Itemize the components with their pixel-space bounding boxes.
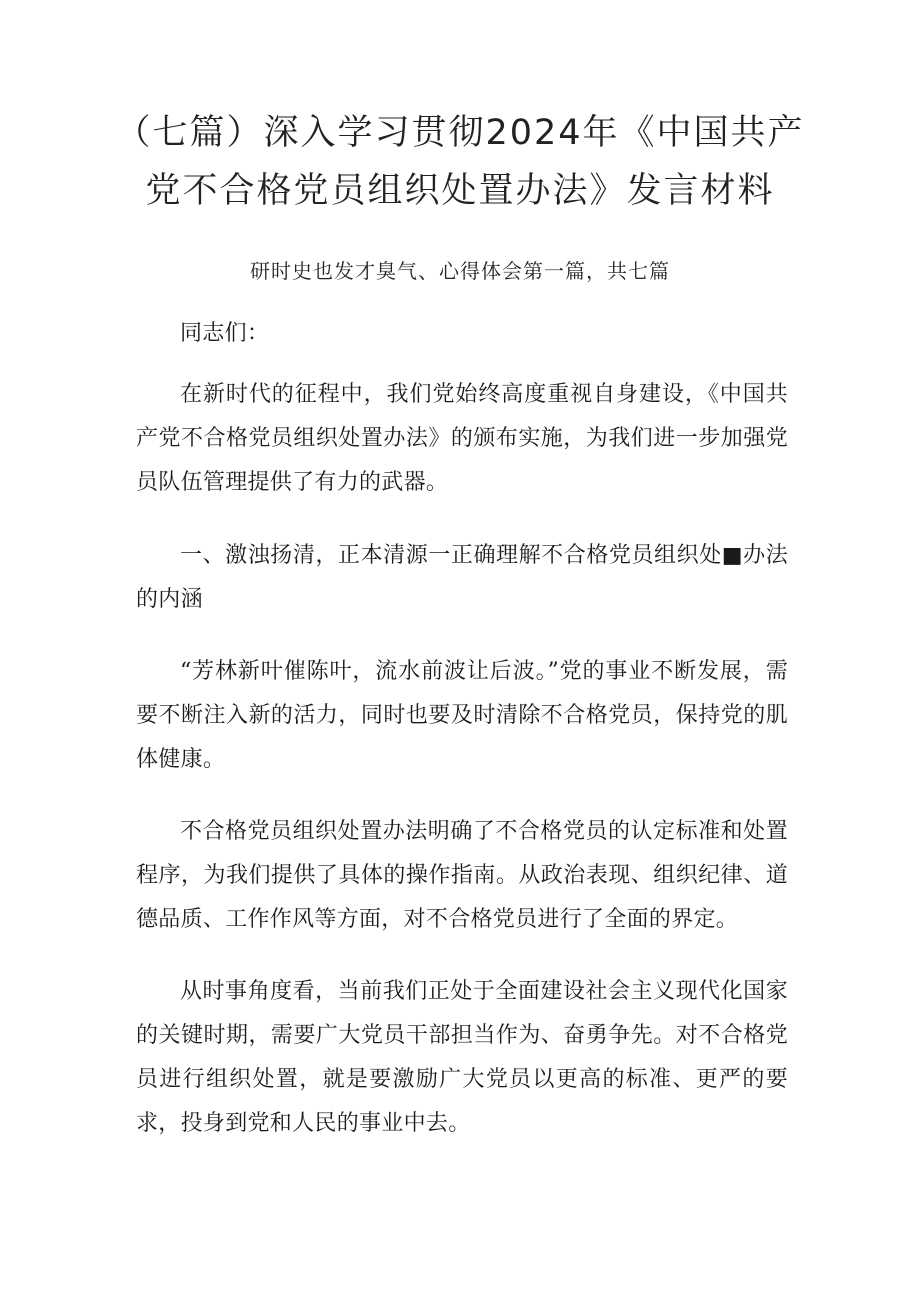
title-line-2: 党不合格党员组织处置办法》发言材料 <box>145 171 775 211</box>
greeting: 同志们： <box>180 321 270 346</box>
document-subtitle: 研时史也发才臭气、心得体会第一篇，共七篇 <box>250 259 670 283</box>
title-line-1: （七篇）深入学习贯彻2024年《中国共产 <box>115 113 805 153</box>
paragraph-4: 从时事角度看，当前我们正处于全面建设社会主义现代化国家的关键时期，需要广大党员干部担当作为、奋勇争先。对不合格党员进行组织处置，就是要激励广大党员以更高的标准、更严的要求，投身到党和人民的事业中去。 <box>136 979 788 1136</box>
document-title <box>100 104 820 220</box>
section-heading-1: 一、激浊扬清，正本清源一正确理解不合格党员组织处■办法的内涵 <box>136 543 788 612</box>
paragraph-2: “芳林新叶催陈叶，流水前波让后波。”党的事业不断发展，需要不断注入新的活力，同时也要及时清除不合格党员，保持党的肌体健康。 <box>136 659 788 772</box>
paragraph-3: 不合格党员组织处置办法明确了不合格党员的认定标准和处置程序，为我们提供了具体的操作指南。从政治表现、组织纪律、道德品质、工作作风等方面，对不合格党员进行了全面的界定。 <box>136 819 788 932</box>
paragraph-1: 在新时代的征程中，我们党始终高度重视自身建设，《中国共产党不合格党员组织处置办法》的颁布实施，为我们进一步加强党员队伍管理提供了有力的武器。 <box>136 382 788 495</box>
